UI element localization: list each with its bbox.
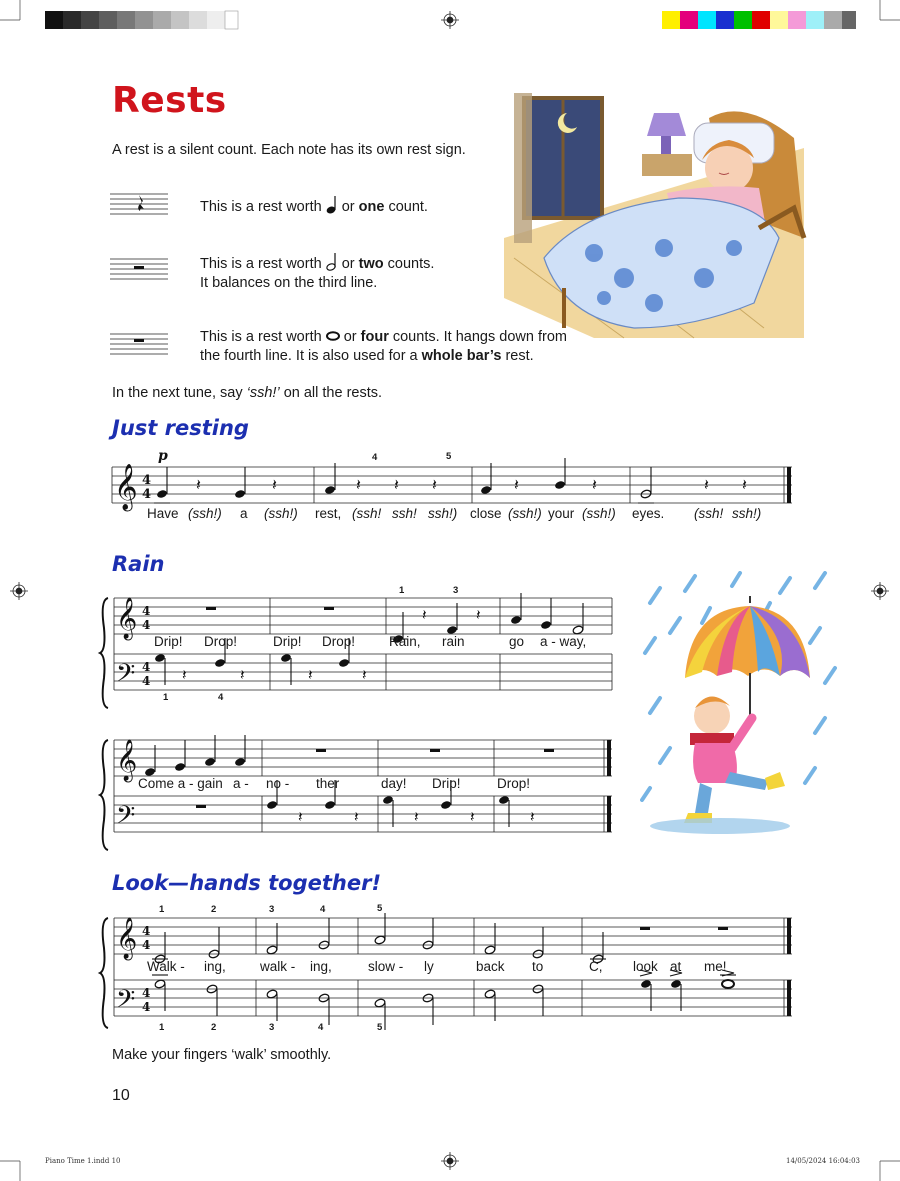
rain-system-1 [100,588,620,718]
minim-note-icon [326,253,338,271]
page-title: Rests [112,80,227,121]
svg-text:𝄽: 𝄽 [394,475,399,494]
svg-text:4: 4 [142,674,151,688]
finger-number: 1 [159,1022,165,1033]
svg-text:𝄽: 𝄽 [476,606,481,624]
page-number: 10 [112,1087,130,1104]
svg-text:𝄽: 𝄽 [362,666,367,684]
song-title-rain: Rain [112,552,165,576]
just-resting-lyrics: Have (ssh!) a (ssh!) rest, (ssh! ssh! ssh!) close (ssh!) your (ssh!) eyes. (ssh! ssh!) [147,506,762,521]
dynamic-marking: p [158,448,168,464]
svg-text:𝄽: 𝄽 [470,808,475,826]
svg-text:4: 4 [142,618,151,632]
finger-number: 5 [377,1022,383,1033]
svg-text:𝄽: 𝄽 [308,666,313,684]
girl-sleeping-icon [504,88,804,338]
rest-desc-3: This is a rest worth or four counts. It hangs down from the fourth line. It is also used for a whole bar’s rest. [200,329,567,364]
svg-text:𝄽: 𝄽 [592,475,597,494]
finger-number: 4 [318,1022,324,1033]
finger-number: 2 [211,904,217,915]
finger-number: 3 [269,904,275,915]
semibreve-note-icon [326,331,340,341]
svg-text:𝄞: 𝄞 [116,598,138,639]
finger-number: 1 [399,585,405,596]
svg-text:𝄽: 𝄽 [196,475,201,494]
minim-rest-staff [110,257,170,285]
intro-text: A rest is a silent count. Each note has its own rest sign. [112,142,466,158]
song-title-look-hands-together: Look—hands together! [112,871,382,895]
finger-number: 1 [159,904,165,915]
quarter-rest-staff [110,192,170,220]
child-umbrella-rain-icon [640,568,840,838]
svg-text:4: 4 [142,924,151,938]
song-title-just-resting: Just resting [112,416,249,440]
svg-text:𝄽: 𝄽 [240,666,245,684]
finger-number: 5 [446,451,452,462]
svg-text:𝄽: 𝄽 [354,808,359,826]
colour-bar [662,11,856,29]
svg-text:𝄢: 𝄢 [116,985,136,1020]
svg-text:𝄞: 𝄞 [114,464,138,510]
svg-text:4: 4 [142,660,151,674]
finger-number: 2 [211,1022,217,1033]
just-resting-staff [112,450,792,510]
svg-text:𝄽: 𝄽 [514,475,519,494]
finger-number: 5 [377,903,383,914]
finger-number: 3 [453,585,459,596]
svg-text:𝄢: 𝄢 [116,801,136,836]
svg-text:4: 4 [142,938,151,952]
svg-text:𝄽: 𝄽 [182,666,187,684]
finger-number: 3 [269,1022,275,1033]
svg-text:𝄽: 𝄽 [704,475,709,494]
svg-text:4: 4 [142,487,152,502]
svg-text:𝄽: 𝄽 [422,606,427,624]
crotchet-note-icon [326,196,338,214]
semibreve-rest-staff [110,332,170,360]
svg-text:4: 4 [142,473,152,488]
rest-desc-1: This is a rest worth or one count. [200,196,428,217]
svg-text:𝄽: 𝄽 [432,475,437,494]
svg-text:𝄽: 𝄽 [414,808,419,826]
footer-note: Make your fingers ‘walk’ smoothly. [112,1047,332,1063]
svg-text:𝄽: 𝄽 [530,808,535,826]
svg-text:𝄢: 𝄢 [116,659,136,694]
svg-text:𝄽: 𝄽 [742,475,747,494]
svg-text:𝄽: 𝄽 [298,808,303,826]
look-hands-together-lyrics: Walk - ing, walk - ing, slow - ly back to C, look at me! [147,959,727,974]
svg-text:4: 4 [142,1000,151,1014]
rain-lyrics-2: Come a - gain a - no - ther day! Drip! Drop! [138,776,531,791]
slug-right: 14/05/2024 16:04:03 [786,1157,861,1165]
svg-text:4: 4 [142,986,151,1000]
svg-text:𝄽: 𝄽 [356,475,361,494]
grayscale-bar [45,11,238,29]
svg-text:4: 4 [142,604,151,618]
rain-system-2 [100,730,620,860]
svg-text:𝄽: 𝄽 [272,475,277,494]
next-tune-instruction: In the next tune, say ‘ssh!’ on all the rests. [112,385,383,401]
rain-lyrics-1: Drip! Drop! Drip! Drop! Rain, rain go a - way, [154,634,587,649]
rest-desc-2: This is a rest worth or two counts. It balances on the third line. [200,253,434,293]
finger-number: 4 [218,692,224,703]
slug-left: Piano Time 1.indd 10 [45,1157,121,1165]
svg-text:𝄞: 𝄞 [116,918,138,959]
svg-text:𝄞: 𝄞 [116,740,138,781]
finger-number: 4 [372,452,378,463]
finger-number: 1 [163,692,169,703]
finger-number: 4 [320,904,326,915]
